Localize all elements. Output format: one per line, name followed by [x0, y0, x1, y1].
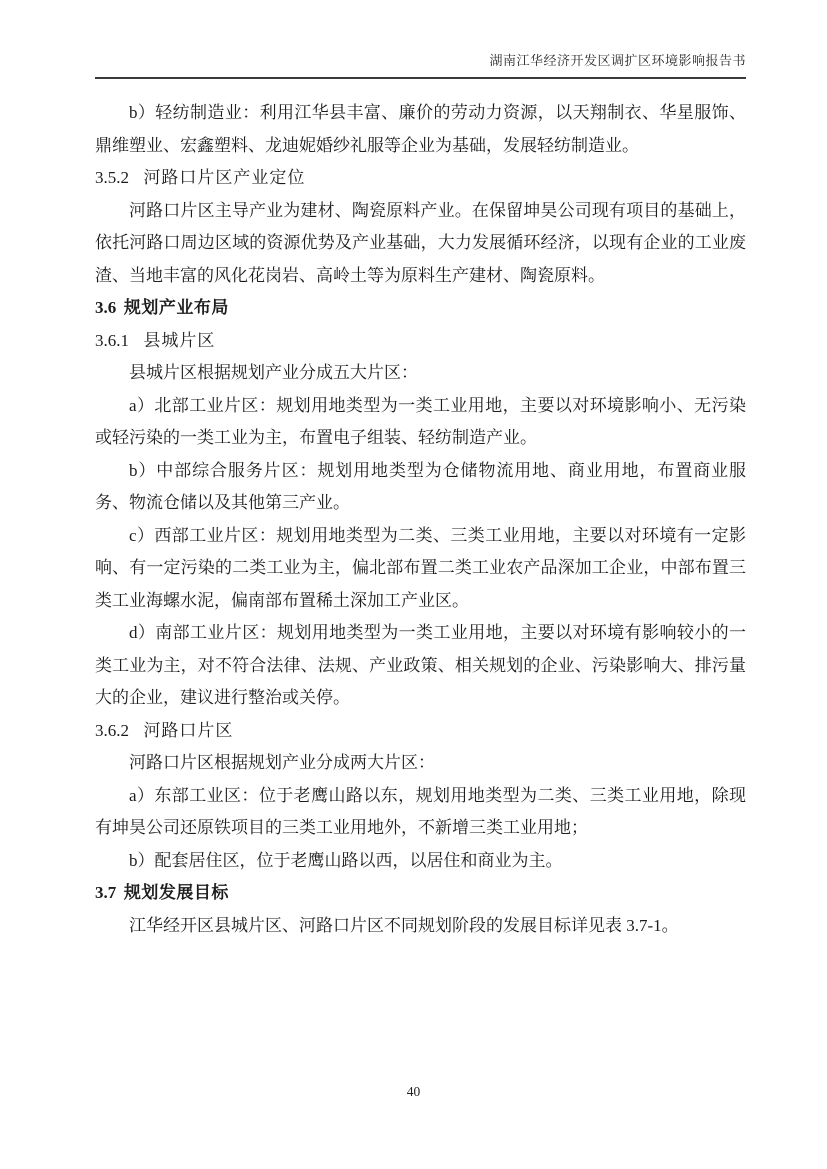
document-body — [95, 97, 746, 942]
page-footer — [0, 1084, 827, 1100]
heading-number: 3.6 — [95, 298, 117, 317]
heading-title: 规划发展目标 — [123, 883, 229, 902]
heading-number: 3.5.2 — [95, 168, 129, 187]
header-title: 湖南江华经济开发区调扩区环境影响报告书 — [489, 53, 746, 68]
paragraph-heloukou-industry: 河路口片区主导产业为建材、陶瓷原料产业。在保留坤昊公司现有项目的基础上，依托河路口周边区域的资源优势及产业基础，大力发展循环经济，以现有企业的工业废渣、当地丰富的风化花岗岩、高岭土等为原料生产建材、陶瓷原料。 — [95, 200, 746, 285]
section-heading-3-6-1 — [95, 325, 746, 358]
heading-title: 规划产业布局 — [123, 298, 229, 317]
paragraph-west-industrial-zone: c）西部工业片区：规划用地类型为二类、三类工业用地，主要以对环境有一定影响、有一定污染的二类工业为主，偏北部布置二类工业农产品深加工企业，中部布置三类工业海螺水泥，偏南部布置稀土深加工产业区。 — [95, 525, 746, 610]
page-number: 40 — [406, 1084, 421, 1099]
paragraph-residential-zone: b）配套居住区，位于老鹰山路以西，以居住和商业为主。 — [129, 850, 563, 870]
section-heading-3-6 — [95, 292, 746, 325]
section-heading-3-7 — [95, 877, 746, 910]
heading-number: 3.6.2 — [95, 720, 129, 740]
heading-title: 河路口片区 — [143, 720, 234, 740]
paragraph-north-industrial-zone: a）北部工业片区：规划用地类型为一类工业用地，主要以对环境影响小、无污染或轻污染的一类工业为主，布置电子组装、轻纺制造产业。 — [95, 395, 746, 447]
paragraph-heloukou-zones-intro: 河路口片区根据规划产业分成两大片区： — [129, 753, 435, 772]
heading-title: 河路口片区产业定位 — [143, 168, 306, 187]
paragraph-south-industrial-zone: d）南部工业片区：规划用地类型为一类工业用地，主要以对环境有影响较小的一类工业为主，对不符合法律、法规、产业政策、相关规划的企业、污染影响大、排污量大的企业，建议进行整治或关停。 — [95, 623, 746, 707]
paragraph-east-industrial-zone: a）东部工业区：位于老鹰山路以东，规划用地类型为二类、三类工业用地，除现有坤昊公司还原铁项目的三类工业用地外，不新增三类工业用地； — [95, 785, 746, 837]
paragraph-development-goals: 江华经开区县城片区、河路口片区不同规划阶段的发展目标详见表 3.7-1。 — [129, 915, 679, 935]
heading-number: 3.7 — [95, 883, 117, 902]
header-rule — [95, 77, 746, 79]
heading-title: 县城片区 — [143, 330, 216, 350]
paragraph-county-zones-intro: 县城片区根据规划产业分成五大片区： — [129, 363, 418, 382]
section-heading-3-5-2 — [95, 162, 746, 195]
heading-number: 3.6.1 — [95, 330, 129, 350]
page-header — [95, 52, 746, 79]
section-heading-3-6-2 — [95, 715, 746, 748]
paragraph-light-textile: b）轻纺制造业：利用江华县丰富、廉价的劳动力资源，以天翔制衣、华星服饰、鼎维塑业、宏鑫塑料、龙迪妮婚纱礼服等企业为基础，发展轻纺制造业。 — [95, 103, 746, 155]
paragraph-central-service-zone: b）中部综合服务片区：规划用地类型为仓储物流用地、商业用地，布置商业服务、物流仓储以及其他第三产业。 — [95, 460, 746, 512]
